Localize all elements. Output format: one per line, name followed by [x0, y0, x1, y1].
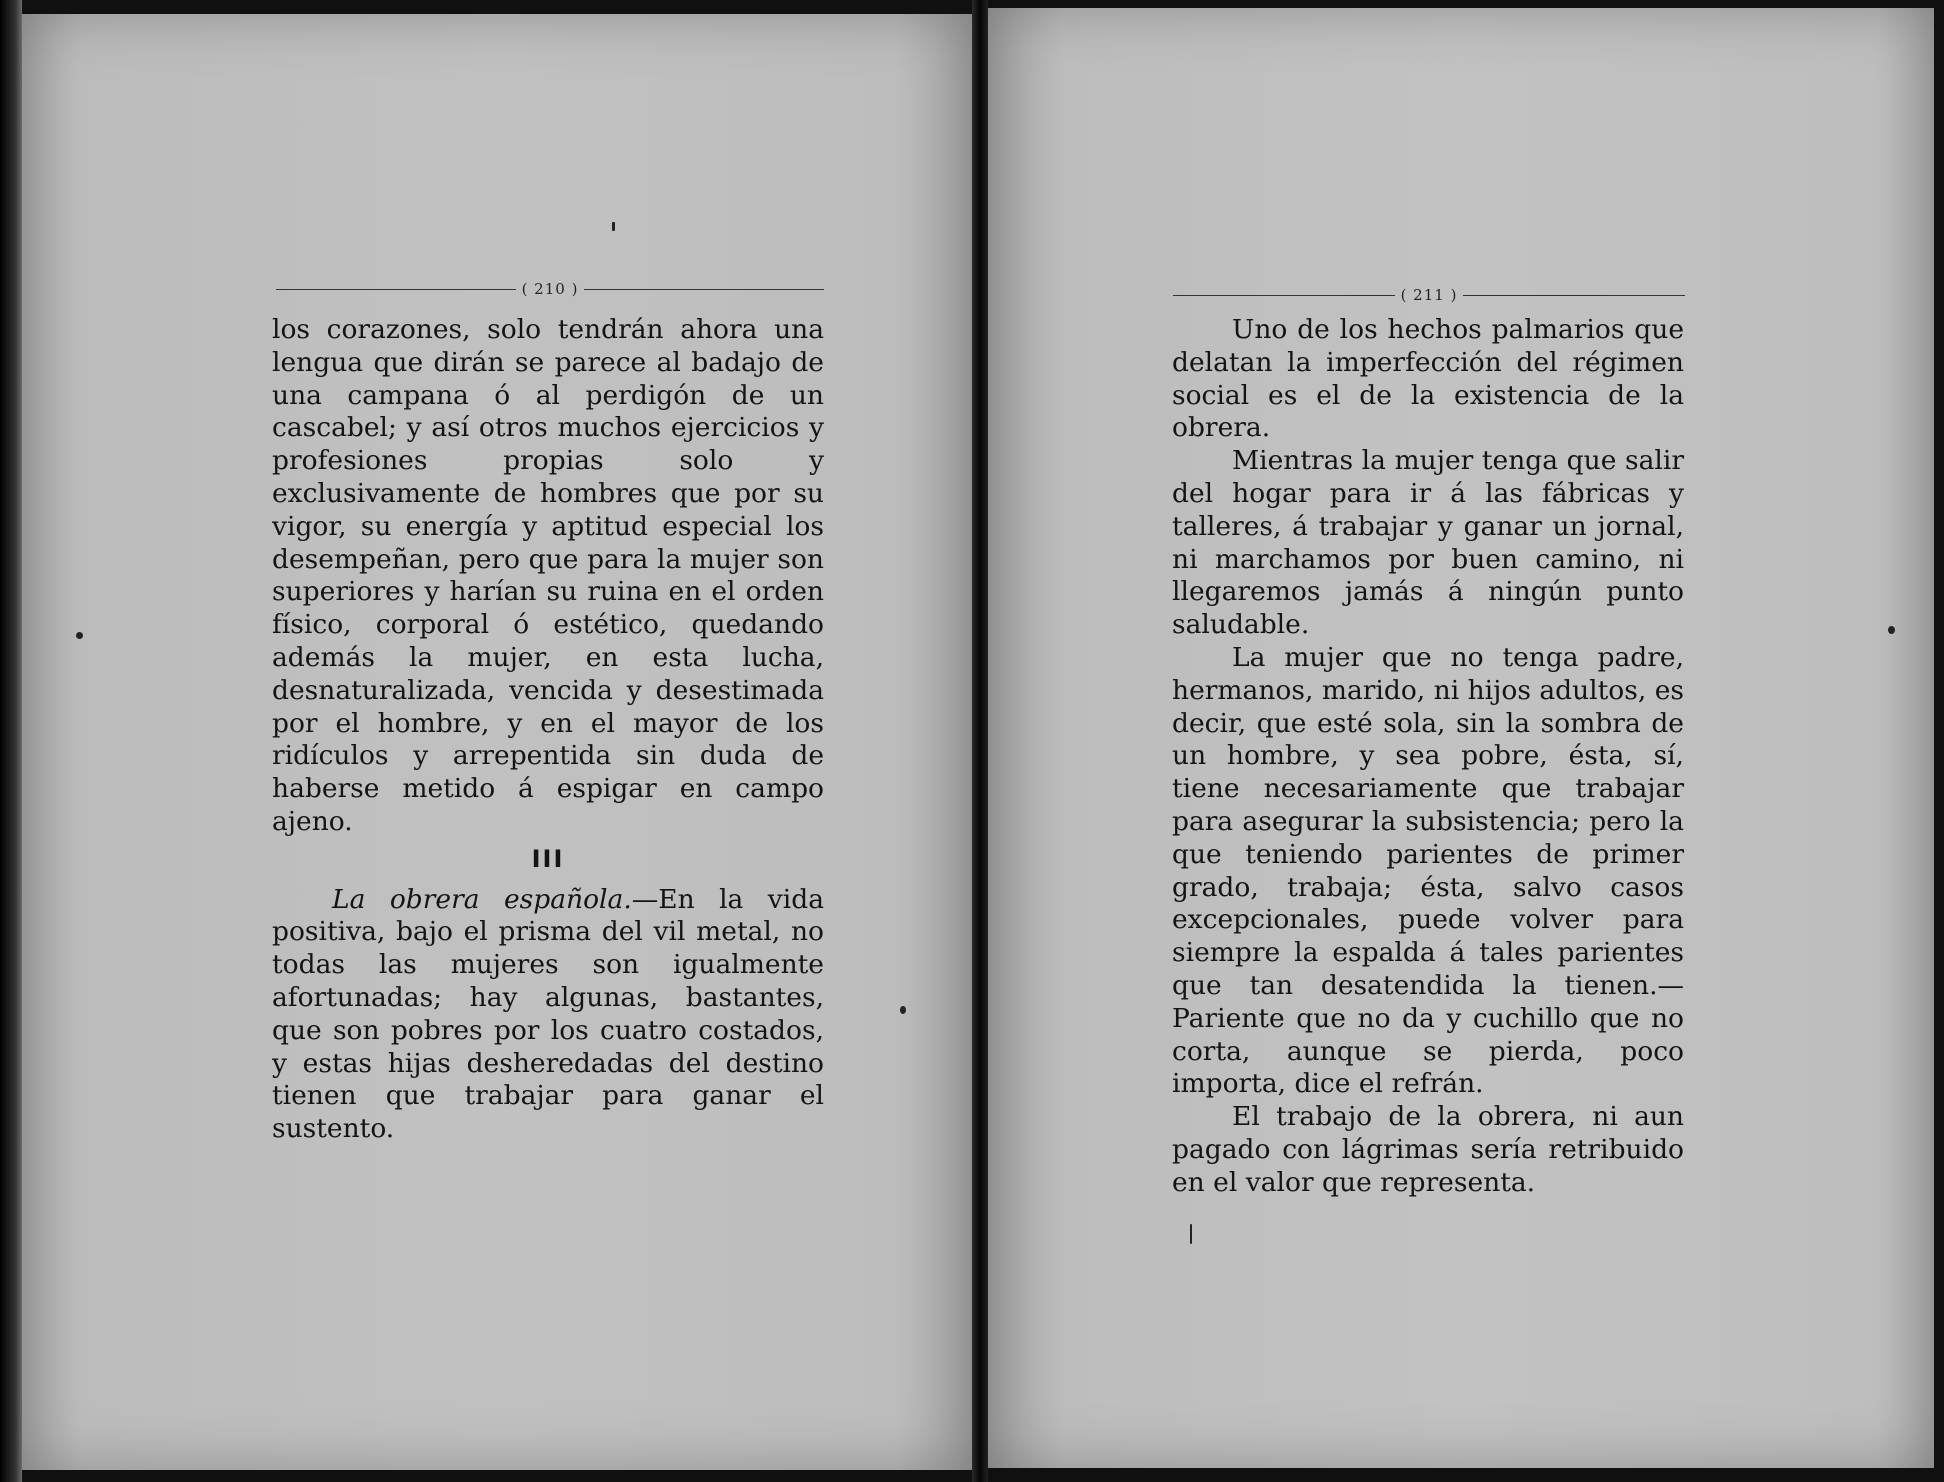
- header-rule-left: [1173, 295, 1395, 296]
- right-page: [988, 8, 1934, 1468]
- running-head-right: [1173, 286, 1685, 304]
- paragraph: Mientras la mujer tenga que salir del hogar para ir á las fábricas y talleres, á trabajar y ganar un jornal, ni marchamos por buen camino, ni llegaremos jamás á ningún punto saludable.: [1172, 445, 1684, 641]
- running-head-left: [276, 280, 824, 298]
- scan-speck: [900, 1006, 906, 1014]
- paragraph: Uno de los hechos palmarios que delatan la imperfección del régimen social es el de la existencia de la obrera.: [1172, 314, 1684, 444]
- paragraph: El trabajo de la obrera, ni aun pagado con lágrimas sería retribuido en el valor que representa.: [1172, 1101, 1684, 1198]
- left-page: [22, 14, 972, 1470]
- scan-speck: [1888, 626, 1895, 634]
- paragraph: los corazones, solo tendrán ahora una lengua que dirán se parece al badajo de una campana ó al perdigón de un cascabel; y así otros muchos ejercicios y profesiones propias solo y exclusivamente de hombres que por su vigor, su energía y aptitud especial los desempeñan, pero que para la mujer son superiores y harían su ruina en el orden físico, corporal ó estético, quedando además la mujer, en esta lucha, desnaturalizada, vencida y desestimada por el hombre, y en el mayor de los ridículos y arrepentida sin duda de haberse metido á espigar en campo ajeno.: [272, 314, 824, 837]
- book-gutter: [972, 0, 988, 1482]
- header-rule-right: [584, 289, 824, 290]
- header-rule-left: [276, 289, 516, 290]
- section-number: III: [531, 844, 565, 873]
- section-lead: La obrera española.: [332, 883, 632, 915]
- page-number-left: ( 210 ): [521, 280, 579, 298]
- section-paragraph: [272, 884, 824, 1146]
- left-text-block: [272, 314, 824, 1146]
- scan-speck: [1190, 1224, 1192, 1244]
- header-rule-right: [1463, 295, 1685, 296]
- scan-speck: [612, 222, 615, 231]
- paragraph: La mujer que no tenga padre, hermanos, marido, ni hijos adultos, es decir, que esté sola, sin la sombra de un hombre, y sea pobre, ésta, sí, tiene necesariamente que trabajar para asegurar la subsistencia; pero la que teniendo parientes de primer grado, trabaja; ésta, salvo casos excepcionales, puede volver para siempre la espalda á tales parientes que tan desatendida la tienen.—Pariente que no da y cuchillo que no corta, aunque se pierda, poco importa, dice el refrán.: [1172, 641, 1684, 1100]
- right-text-block: [1172, 314, 1684, 1200]
- scan-speck: [76, 632, 83, 639]
- section-body: —En la vida positiva, bajo el prisma del vil metal, no todas las mujeres son igualmente afortunadas; hay algunas, bastantes, que son pobres por los cuatro costados, y estas hijas desheredadas del destino tienen que trabajar para ganar el sustento.: [272, 883, 824, 1145]
- page-number-right: ( 211 ): [1400, 286, 1458, 304]
- scan-edge: [0, 0, 22, 1482]
